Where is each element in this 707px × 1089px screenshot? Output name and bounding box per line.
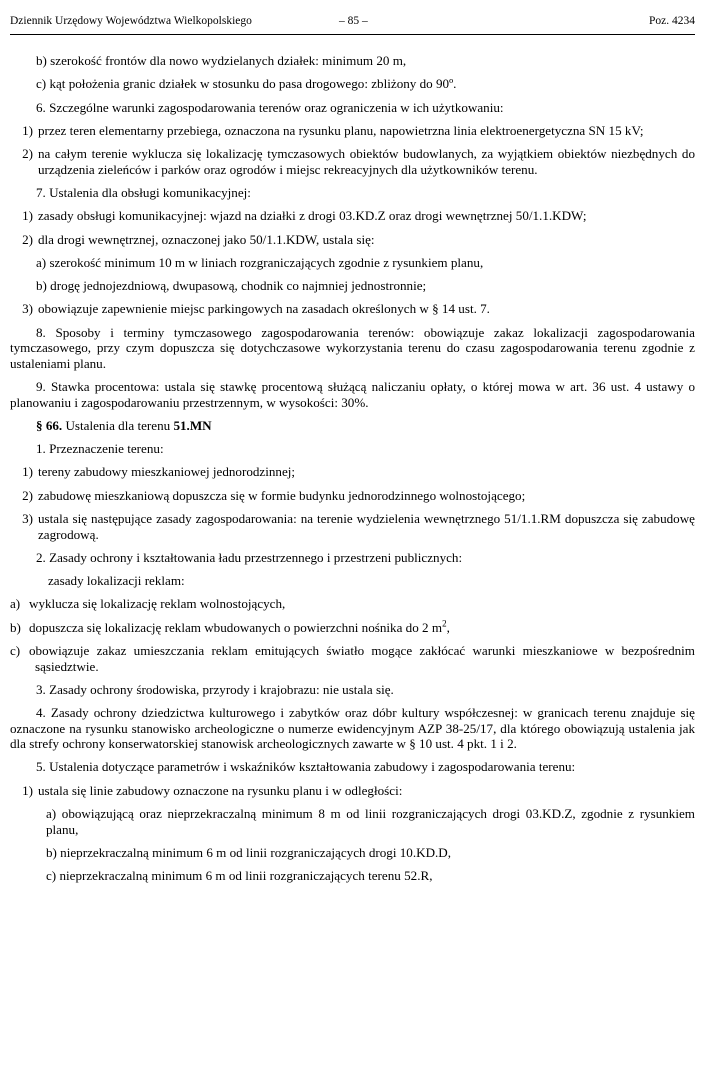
section-title: § 66. Ustalenia dla terenu 51.MN <box>36 417 212 433</box>
list-item: 3) obowiązuje zapewnienie miejsc parkingowych na zasadach określonych w § 14 ust. 7. <box>22 301 490 317</box>
list-item: 1) ustala się linie zabudowy oznaczone na rysunku planu i w odległości: <box>22 782 403 798</box>
section-heading: 5. Ustalenia dotyczące parametrów i wskaźników kształtowania zabudowy i zagospodarowania terenu: <box>36 759 576 775</box>
sub-item: a) wyklucza się lokalizację reklam wolnostojących, <box>10 596 286 612</box>
section-heading: 7. Ustalenia dla obsługi komunikacyjnej: <box>36 184 251 200</box>
sub-item: b) dopuszcza się lokalizację reklam wbudowanych o powierzchni nośnika do 2 $m^2$, <box>10 618 450 635</box>
sub-item: a) obowiązującą oraz nieprzekraczalną minimum 8 m od linii rozgraniczających drogi 03.KD.Z, zgodnie z rysunkiem planu, <box>46 806 695 837</box>
paragraph: c) kąt położenia granic działek w stosunku do pasa drogowego: zbliżony do 90º. <box>36 76 457 92</box>
page-number: – 85 – <box>339 15 368 27</box>
list-item: 1) zasady obsługi komunikacyjnej: wjazd na działki z drogi 03.KD.Z oraz drogi wewnętrznej 50/1.1.KDW; <box>22 208 587 224</box>
list-item: 2) dla drogi wewnętrznej, oznaczonej jako 50/1.1.KDW, ustala się: <box>22 231 375 247</box>
sub-heading: zasady lokalizacji reklam: <box>48 573 185 589</box>
document-body <box>10 53 695 891</box>
sub-item: b) nieprzekraczalną minimum 6 m od linii rozgraniczających drogi 10.KD.D, <box>46 844 452 860</box>
list-item: 1) tereny zabudowy mieszkaniowej jednorodzinnej; <box>22 464 296 480</box>
section-heading: 2. Zasady ochrony i kształtowania ładu przestrzennego i przestrzeni publicznych: <box>36 549 463 565</box>
sub-item: a) szerokość minimum 10 m w liniach rozgraniczających zgodnie z rysunkiem planu, <box>36 254 484 270</box>
list-item: 3) ustala się następujące zasady zagospodarowania: na terenie wydzielenia wewnętrznego 51/1.1.RM dopuszcza się zabudowę zagrodową. <box>22 511 695 542</box>
position-number: Poz. 4234 <box>649 15 695 27</box>
paragraph: 4. Zasady ochrony dziedzictwa kulturowego i zabytków oraz dóbr kultury współczesnej: w granicach terenu znajduje się oznaczone na rysunku stanowisko archeologiczne o numerze ewidencyjnym AZP 38-25/17, dla którego obowiązują ustalenia jak dla strefy ochrony konserwatorskiej stanowisk archeologicznych zawarte w § 10 ust. 4 pkt. 1 i 2. <box>10 705 695 752</box>
paragraph: 9. Stawka procentowa: ustala się stawkę procentową służącą naliczaniu opłaty, o której mowa w art. 36 ust. 4 ustawy o planowaniu i zagospodarowaniu przestrzennym, w wysokości: 30%. <box>10 379 695 410</box>
paragraph: b) szerokość frontów dla nowo wydzielanych działek: minimum 20 m, <box>36 53 407 68</box>
sub-item: b) drogę jednojezdniową, dwupasową, chodnik co najmniej jednostronnie; <box>36 278 427 294</box>
list-item: 1) przez teren elementarny przebiega, oznaczona na rysunku planu, napowietrzna linia elektroenergetyczna SN 15 kV; <box>22 122 644 138</box>
sub-item: c) nieprzekraczalną minimum 6 m od linii rozgraniczających terenu 52.R, <box>46 868 433 884</box>
paragraph: 8. Sposoby i terminy tymczasowego zagospodarowania terenów: obowiązuje zakaz lokalizacji zagospodarowania tymczasowego, przy czym dopuszcza się dotychczasowe wykorzystania terenu do czasu zagospodarowania terenu zgodnie z ustaleniami planu. <box>10 324 695 371</box>
section-heading: 6. Szczególne warunki zagospodarowania terenów oraz ograniczenia w ich użytkowaniu: <box>36 99 504 115</box>
page-header <box>10 12 695 35</box>
section-heading: 1. Przeznaczenie terenu: <box>36 441 164 457</box>
list-item: 2) zabudowę mieszkaniową dopuszcza się w formie budynku jednorodzinnego wolnostojącego; <box>22 487 526 503</box>
sub-item: c) obowiązuje zakaz umieszczania reklam emitujących światło mogące zakłócać warunki mieszkaniowe w bezpośrednim sąsiedztwie. <box>10 643 695 674</box>
list-item: 2) na całym terenie wyklucza się lokalizację tymczasowych obiektów budowlanych, za wyjątkiem obiektów niezbędnych do urządzenia zieleńców i parków oraz ogrodów i miejsc rekreacyjnych dla użytkowników terenu. <box>22 146 695 177</box>
journal-title: Dziennik Urzędowy Województwa Wielkopolskiego <box>10 15 252 27</box>
section-heading: 3. Zasady ochrony środowiska, przyrody i krajobrazu: nie ustala się. <box>36 681 394 697</box>
